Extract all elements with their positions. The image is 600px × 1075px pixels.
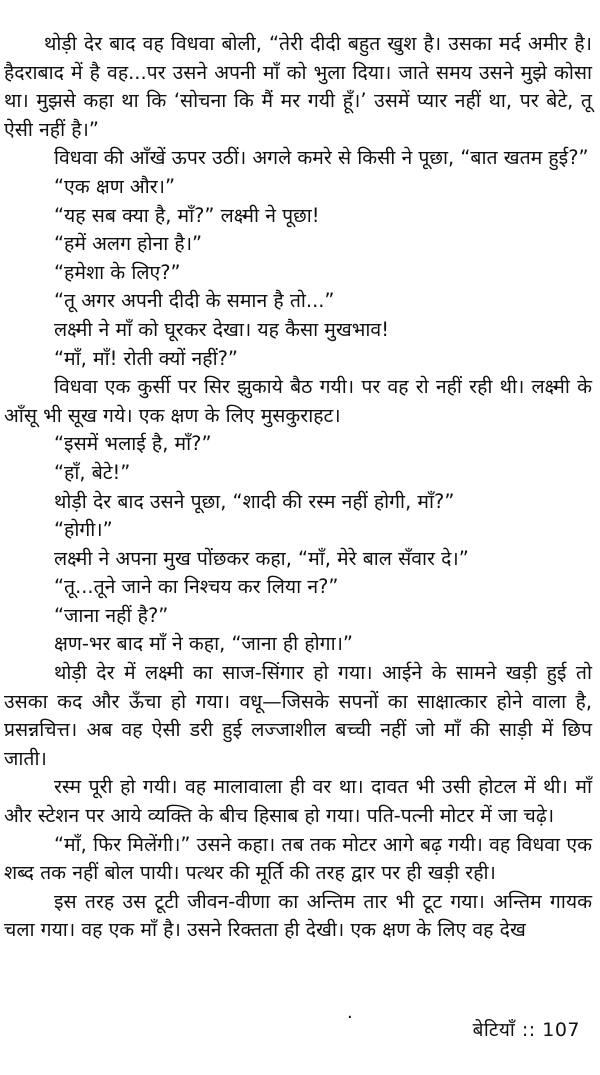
dialogue-line: “इसमें भलाई है, माँ?” — [54, 432, 212, 456]
dialogue-line: “होगी।” — [54, 518, 113, 542]
dialogue-line: “हाँ, बेटे!” — [54, 460, 131, 484]
dialogue-line: “तू...तूने जाने का निश्चय कर लिया न?” — [54, 575, 339, 599]
page-footer: बेटियाँ :: 107 — [472, 1019, 580, 1041]
paragraph: थोड़ी देर बाद उसने पूछा, “शादी की रस्म नहीं होगी, माँ?” — [54, 489, 455, 513]
paragraph: थोड़ी देर में लक्ष्मी का साज-सिंगार हो गया। आईने के सामने खड़ी हुई तो उसका कद और ऊँचा हो गया। वधू—जिसके सपनों का साक्षात्कार होने वाला है, प्रसन्नचित्त। अब वह ऐसी डरी हुई लज्जाशील बच्ची नहीं जो माँ की साड़ी में छिप जाती। — [4, 661, 592, 770]
dialogue-line: “हमें अलग होना है।” — [54, 232, 203, 256]
page-dot: · — [347, 1007, 353, 1028]
paragraph: क्षण-भर बाद माँ ने कहा, “जाना ही होगा।” — [54, 632, 353, 656]
paragraph: लक्ष्मी ने माँ को घूरकर देखा। यह कैसा मुखभाव! — [54, 317, 389, 341]
paragraph: इस तरह उस टूटी जीवन-वीणा का अन्तिम तार भी टूट गया। अन्तिम गायक चला गया। वह एक माँ है। उसने रिक्तता ही देखी। एक क्षण के लिए वह देख — [4, 889, 592, 942]
dialogue-line: “माँ, माँ! रोती क्यों नहीं?” — [54, 346, 238, 370]
paragraph: रस्म पूरी हो गयी। वह मालावाला ही वर था। दावत भी उसी होटल में थी। माँ और स्टेशन पर आये व्यक्ति के बीच हिसाब हो गया। पति-पत्नी मोटर में जा चढ़े। — [4, 775, 592, 828]
dialogue-line: “एक क्षण और।” — [54, 174, 176, 198]
dialogue-line: “तू अगर अपनी दीदी के समान है तो...” — [54, 289, 335, 313]
body-text — [4, 30, 592, 945]
paragraph: थोड़ी देर बाद वह विधवा बोली, “तेरी दीदी बहुत खुश है। उसका मर्द अमीर है। हैदराबाद में है वह...पर उसने अपनी माँ को भुला दिया। जाते समय उसने मुझे कोसा था। मुझसे कहा था कि ‘सोचना कि मैं मर गयी हूँ।’ उसमें प्यार नहीं था, पर बेटे, तू ऐसी नहीं है।” — [4, 32, 592, 141]
paragraph: विधवा की आँखें ऊपर उठीं। अगले कमरे से किसी ने पूछा, “बात खतम हुई?” — [54, 146, 589, 170]
paragraph: “माँ, फिर मिलेंगी।” उसने कहा। तब तक मोटर आगे बढ़ गयी। वह विधवा एक शब्द तक नहीं बोल पायी। पत्थर की मूर्ति की तरह द्वार पर ही खड़ी रही। — [4, 832, 592, 885]
dialogue-line: “जाना नहीं है?” — [54, 603, 169, 627]
paragraph: विधवा एक कुर्सी पर सिर झुकाये बैठ गयी। पर वह रो नहीं रही थी। लक्ष्मी के आँसू भी सूख गये। एक क्षण के लिए मुसकुराहट। — [4, 375, 592, 427]
paragraph: लक्ष्मी ने अपना मुख पोंछकर कहा, “माँ, मेरे बाल सँवार दे।” — [54, 546, 469, 570]
dialogue-line: “हमेशा के लिए?” — [54, 260, 181, 284]
dialogue-line: “यह सब क्या है, माँ?” लक्ष्मी ने पूछा! — [54, 203, 320, 227]
